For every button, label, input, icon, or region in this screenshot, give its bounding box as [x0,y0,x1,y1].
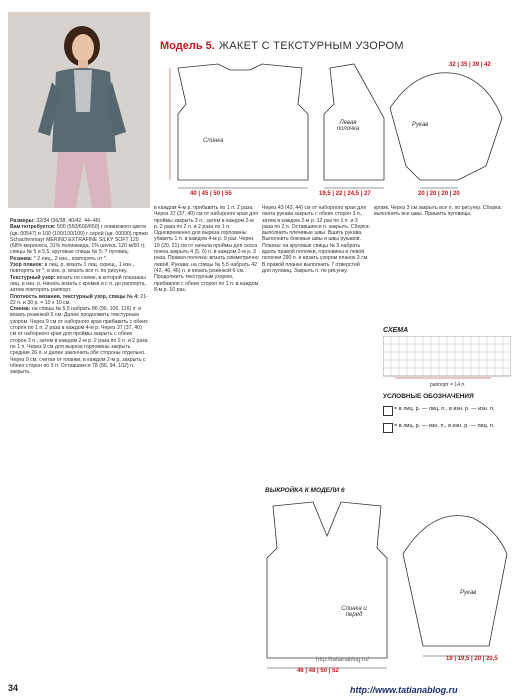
sleeve-label: Рукав [412,122,429,128]
front-label: Левая полочка [336,120,360,132]
instructions-col3: Через 43 (43, 44) см от наборного края для оката рукава закрыть с обеих сторон 3 п., затем в каждом 2-м р. 12 раз по 1 п. и 3 раза по 2 п. Оставшиеся п. закрыть. Сборка: выполнить плечевые швы. Вшить рукава. Выполнить боковые швы и швы рукавов. Планка: на круговые спицы № 5 набрать вдоль правой полочки, горловины и левой полочки 290 п. и вязать узором планок 3 см. В правой планке выполнить 7 отверстий для пуговиц. Закрыть п. по рисунку. [262,205,370,274]
legend-dash-box [383,423,393,433]
col1-paragraph-text: вязать по схеме, в которой показаны лиц. и изн. р. Начать вязать с кромки и с п. до раппорта, затем повторять раппорт. [10,274,146,294]
col1-paragraph-text: на спицы № 5,5 набрать 86 (96, 106, 116) п. и вязать резинкой 6 см. Далее продолжить текстурным узором. Через 9 см от наборного края прибавить с обеих сторон по 1 п. 2 раза в каждом 4-м р. Через 37 (37, 40) см от наборного края для проймы закрыть с обеих сторон 3 п., затем в каждом 2-м р. 2 раза по 2 п. и 2 раза по 1 п. Через 9 см для выреза горловины закрыть средние 26 п. и далее закончить обе стороны отдельно. [10,306,148,357]
col1-paragraph-heading: Текстурный узор: [10,274,56,281]
col1-paragraph-text: Через 9 см, считая от планки, в каждом 2-м р. закрыть с обеих сторон по 3 п. Оставшиеся 78 (86, 94, 102) п. закрыть. [10,356,146,376]
pattern6-sleeve-label: Рукав [460,590,477,596]
model-number: Модель 5. [160,40,215,52]
back-width: 40 | 45 | 50 | 55 [190,191,232,197]
col1-paragraph [10,357,148,376]
pattern6-title: ВЫКРОЙКА К МОДЕЛИ 6 [265,487,345,494]
col1-paragraph [10,262,148,275]
schema-title: СХЕМА [383,327,409,334]
col1-paragraph-heading: Плотность вязания, текстурный узор, спицы № 4: [10,293,139,300]
col1-paragraph [10,306,148,356]
url-small: http://tatianablog.ru/ [316,657,370,663]
col1-paragraph [10,275,148,294]
col1-paragraph-heading: Вам потребуется: [10,224,56,231]
schema-grid [383,336,511,382]
col1-paragraph-heading: Резинка: [10,255,33,262]
legend-empty-box [383,406,393,416]
sizes-top: 32 | 35 | 39 | 42 [449,62,491,68]
instructions-col4: кромк. Через 3 см закрыть все п. по рисунку. Сборка: выполнить все швы. Пришить пуговицы. [374,205,502,218]
back-label: Спинка [203,138,224,144]
col1-paragraph-text: 32/34 (36/38, 40/42, 44–46) [34,218,101,224]
col1-paragraph [10,224,148,255]
col1-paragraph-text: 21-22 п. и 30 р. = 10 х 10 см. [10,293,148,306]
site-url[interactable]: http://www.tatianablog.ru [350,685,458,695]
col1-paragraph-heading: Спинка: [10,306,31,313]
col1-paragraph-text: 500 (550/600/650) г оливкового цвета (цв. 00547) и 100 (100/100/100) г серой (цв. 00090) пряжи Schachenmayr MERINO EXTRAFINE SILKY SOFT 120 (68% мериноса, 31% полиамида, 1% шелка, 120 м/50 г); спицы № 5 и 5,5; круговые спицы № 5; 7 пуговиц. [10,224,148,256]
sleeve-width: 20 | 20 | 20 | 20 [418,191,460,197]
instructions-col2: в каждом 4-м р. прибавить по 1 п. 2 раза. Через 37 (37, 40) см от наборного края для проймы закрыть 3 п., затем в каждом 2-м р. 2 раза по 2 п. и 2 раза по 1 п. Одновременно для выреза горловины убавить 1 п. в каждом 4-м р. 9 раз. Через 19 (20, 21) см от начала проймы для скоса плеча закрыть 4 (5, 6) п. в каждом 2-м р. 3 раза. Правая полочка: вязать симметрично левой. Рукава: на спицы № 5,5 набрать 42 (42, 46, 46) п. и вязать резинкой 6 см. Продолжить текстурным узором, прибавляя с обеих сторон по 1 п. в каждом 8-м р. 10 раз. [154,205,259,293]
legend-title: УСЛОВНЫЕ ОБОЗНАЧЕНИЯ [383,393,474,400]
page-number: 34 [8,683,19,693]
model-title: ЖАКЕТ С ТЕКСТУРНЫМ УЗОРОМ [218,40,404,52]
col1-paragraph-text: в лиц. р. вязать 1 лиц. скрещ., 1 изн., повторять от *, в изн. р. вязать все п. по рисунку. [10,262,135,275]
instructions-col1 [10,218,148,678]
model-photo [8,12,150,208]
schema-repeat: раппорт = 14 п. [430,382,466,388]
pattern6-sleeve-bottom: 19 | 19,5 | 20 | 20,5 [446,656,498,662]
col1-paragraph-text: * 2 лиц., 2 изн., повторять от *. [32,255,108,262]
pattern-model-6 [263,496,513,682]
woman-photo-illustration [8,12,150,208]
col1-paragraph-heading: Размеры: [10,218,35,224]
col1-paragraph [10,294,148,307]
pattern6-front-label: Спинка и перед [341,606,367,618]
pattern6-bottom: 46 | 48 | 50 | 52 [297,668,339,674]
legend-item-1: = в лиц. р. — лиц. п., в изн. р. — изн. п. [394,406,495,412]
model-header [160,40,404,52]
front-width: 19,5 | 22 | 24,5 | 27 [319,191,371,197]
col1-paragraph-heading: Узор планок: [10,262,44,269]
legend-item-2: = в лиц. р. — изн. п., в изн. р. — лиц. п. [394,423,495,429]
